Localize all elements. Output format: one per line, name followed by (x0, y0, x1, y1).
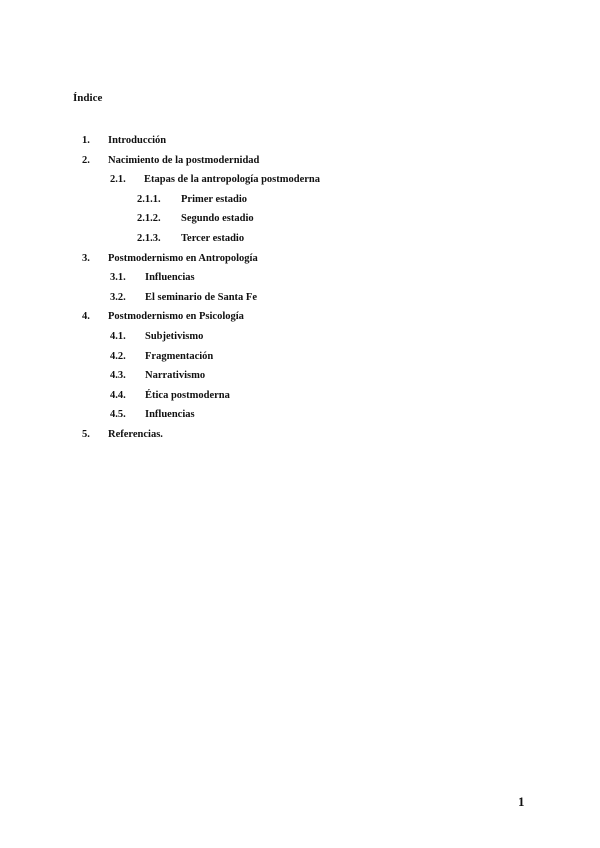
toc-entry-label: Segundo estadio (181, 213, 254, 225)
toc-entry-label: Primer estadio (181, 193, 247, 205)
toc-entry-label: Postmodernismo en Antropología (108, 252, 258, 264)
toc-entry-number: 2.1.3. (137, 232, 161, 244)
toc-entry-number: 2.1. (110, 174, 126, 186)
toc-entry-label: El seminario de Santa Fe (145, 291, 257, 303)
toc-entry-primer-estadio (0, 190, 600, 210)
toc-entry-influencias-antropologia (0, 268, 600, 288)
toc-entry-label: Postmodernismo en Psicología (108, 311, 244, 323)
toc-title: Índice (73, 92, 103, 104)
page-number: 1 (518, 794, 525, 809)
toc-entry-number: 1. (82, 135, 90, 146)
toc-entry-number: 2.1.2. (137, 213, 161, 225)
toc-entry-postmodernismo-antropologia (0, 249, 600, 269)
toc-entry-number: 3.2. (110, 291, 126, 303)
toc-entry-referencias (0, 425, 600, 445)
toc-entry-postmodernismo-psicologia (0, 307, 600, 327)
toc-entry-label: Tercer estadio (181, 232, 245, 244)
toc-entry-number: 4.2. (110, 350, 126, 362)
toc-entry-seminario-santa-fe (0, 288, 600, 308)
toc-entry-tercer-estadio (0, 229, 600, 249)
toc-entry-number: 5. (82, 428, 90, 440)
toc-entry-number: 4.1. (110, 330, 126, 342)
toc-entry-etapas (0, 170, 600, 190)
toc-entry-influencias-psicologia (0, 405, 600, 425)
toc-entry-nacimiento (0, 151, 600, 171)
toc-entry-number: 4.3. (110, 370, 126, 382)
toc-entry-number: 3. (82, 252, 90, 264)
toc-entry-number: 4.4. (110, 389, 126, 401)
toc-entry-label: Referencias. (108, 428, 163, 440)
toc-entry-label: Influencias (145, 272, 195, 284)
toc-entry-segundo-estadio (0, 209, 600, 229)
table-of-contents (0, 131, 600, 445)
toc-entry-label: Nacimiento de la postmodernidad (108, 154, 260, 166)
toc-entry-etica-postmoderna (0, 386, 600, 406)
toc-entry-label: Influencias (145, 409, 195, 421)
toc-entry-label: Narrativismo (145, 370, 206, 382)
toc-entry-subjetivismo (0, 327, 600, 347)
toc-entry-number: 4. (82, 311, 90, 323)
toc-entry-narrativismo (0, 366, 600, 386)
toc-entry-fragmentacion (0, 347, 600, 367)
toc-entry-number: 2. (82, 154, 90, 166)
toc-entry-number: 3.1. (110, 272, 126, 284)
toc-entry-label: Ética postmoderna (145, 389, 230, 401)
toc-entry-label: Subjetivismo (145, 330, 204, 342)
toc-entry-number: 4.5. (110, 409, 126, 421)
toc-entry-introduccion (0, 131, 600, 151)
toc-entry-label: Introducción (108, 135, 167, 146)
toc-entry-number: 2.1.1. (137, 193, 161, 205)
toc-entry-label: Fragmentación (145, 350, 214, 362)
toc-entry-label: Etapas de la antropología postmoderna (144, 174, 320, 186)
